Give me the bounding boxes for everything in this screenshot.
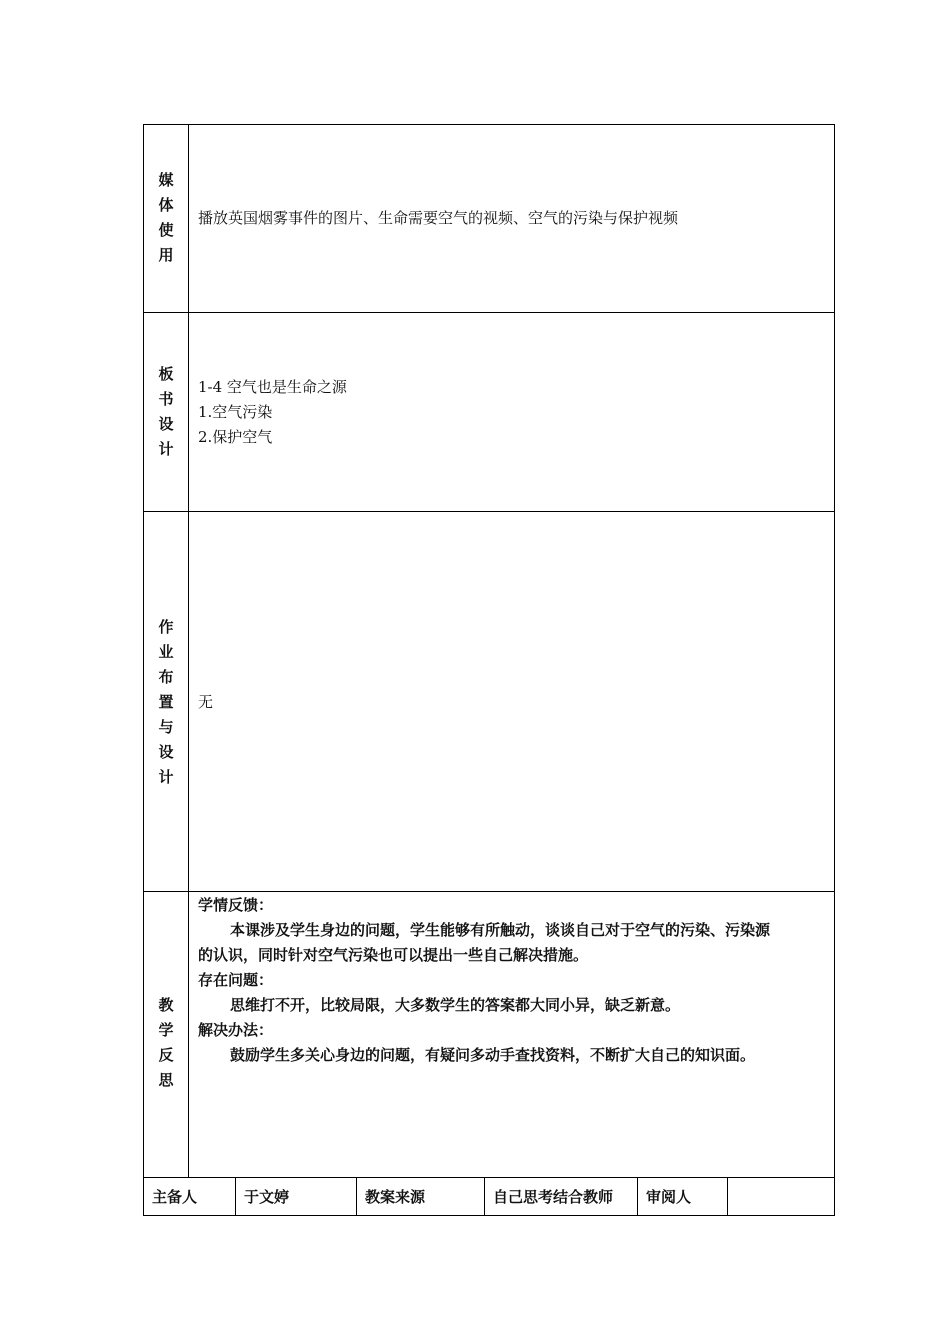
preparer-name: 于文婷: [244, 1188, 290, 1206]
row-divider: [143, 312, 835, 313]
feedback-heading: 学情反馈：: [198, 896, 274, 914]
problem-text: 思维打不开，比较局限，大多数学生的答案都大同小异，缺乏新意。: [230, 996, 681, 1014]
media-usage-label: 媒 体 使 用: [158, 171, 174, 264]
table-border-right: [834, 124, 835, 1216]
footer-divider: [235, 1177, 236, 1216]
homework-content: 无: [198, 693, 214, 711]
reviewer-label: 审阅人: [646, 1188, 692, 1206]
row-divider: [143, 511, 835, 512]
feedback-text: 的认识，同时针对空气污染也可以提出一些自己解决措施。: [198, 946, 589, 964]
board-design-point: 2.保护空气: [198, 428, 273, 446]
board-design-title: 1-4 空气也是生命之源: [198, 378, 347, 396]
source-value: 自己思考结合教师: [493, 1188, 614, 1206]
homework-label: 作 业 布 置 与 设 计: [158, 618, 174, 786]
table-border-top: [143, 124, 835, 125]
footer-divider: [637, 1177, 638, 1216]
footer-divider: [484, 1177, 485, 1216]
problem-heading: 存在问题：: [198, 971, 274, 989]
source-label: 教案来源: [365, 1188, 426, 1206]
reflection-label: 教 学 反 思: [158, 996, 174, 1089]
row-divider: [143, 891, 835, 892]
footer-divider: [727, 1177, 728, 1216]
media-usage-content: 播放英国烟雾事件的图片、生命需要空气的视频、空气的污染与保护视频: [198, 209, 679, 227]
footer-divider: [356, 1177, 357, 1216]
solution-heading: 解决办法：: [198, 1021, 274, 1039]
label-column-divider: [188, 124, 189, 1178]
board-design-label: 板 书 设 计: [158, 365, 174, 458]
preparer-label: 主备人: [152, 1188, 198, 1206]
feedback-text: 本课涉及学生身边的问题，学生能够有所触动，谈谈自己对于空气的污染、污染源: [230, 921, 771, 939]
board-design-point: 1.空气污染: [198, 403, 273, 421]
solution-text: 鼓励学生多关心身边的问题，有疑问多动手查找资料，不断扩大自己的知识面。: [230, 1046, 756, 1064]
